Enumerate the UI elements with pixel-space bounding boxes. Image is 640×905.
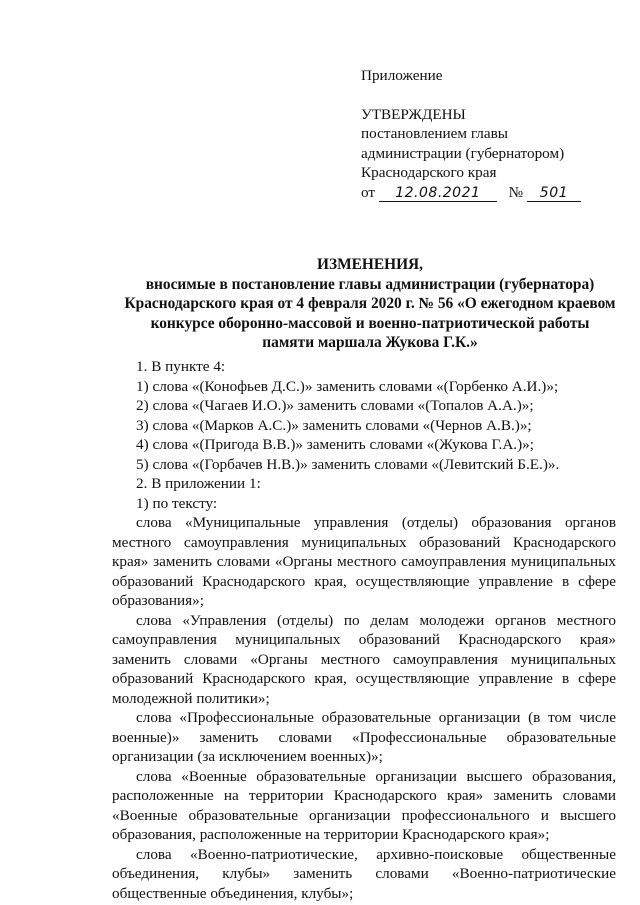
item-1-3: 3) слова «(Марков А.С.)» заменить словами «(Чернов А.В.)»; — [136, 416, 532, 434]
from-label: от — [361, 183, 376, 201]
item-1-4: 4) слова «(Пригода В.В.)» заменить словами «(Жукова Г.А.)»; — [136, 436, 534, 453]
handwritten-number: 501 — [527, 186, 581, 202]
title-line-4: памяти маршала Жукова Г.К.» — [262, 334, 478, 352]
item-1-2: 2) слова «(Чагаев И.О.)» заменить словами «(Топалов А.А.)»; — [136, 397, 534, 414]
handwritten-date: 12.08.2021 — [379, 186, 497, 202]
item-1-5: 5) слова «(Горбачев Н.В.)» заменить словами «(Левитский Б.Е.)». — [136, 455, 560, 473]
item-1: 1. В пункте 4: — [136, 358, 226, 375]
item-1-1: 1) слова «(Конофьев Д.С.)» заменить словами «(Горбенко А.И.)»; — [136, 377, 559, 395]
approval-line-1: постановлением главы — [361, 125, 508, 142]
title-heading: ИЗМЕНЕНИЯ, — [316, 256, 424, 273]
item-2: 2. В приложении 1: — [136, 475, 261, 492]
paragraph-5: слова «Военно-патриотические, архивно-поисковые общественные объединения, клубы» заменить словами «Военно-патриотические общественные объединения, клубы»; — [112, 845, 616, 902]
date-number-line — [361, 183, 581, 203]
title-line-2: Краснодарского края от 4 февраля 2020 г. № 56 «О ежегодном краевом — [124, 295, 616, 313]
paragraph-1: слова «Муниципальные управления (отделы) образования органов местного самоуправления муниципальных образований Краснодарского края» заменить словами «Органы местного самоуправления муниципальных образований Краснодарского края, осуществляющие управление в сфере образования»; — [112, 514, 616, 609]
paragraph-4: слова «Военные образовательные организации высшего образования, расположенные на территории Краснодарского края» заменить словами «Военные образовательные организации профессионального и высшего образования, расположенные на территории Краснодарского края»; — [112, 767, 616, 843]
approval-block — [361, 66, 581, 202]
approved-label: УТВЕРЖДЕНЫ — [361, 105, 466, 123]
title-line-3: конкурсе оборонно-массовой и военно-патриотической работы — [150, 314, 590, 332]
attachment-label: Приложение — [361, 67, 443, 84]
approval-line-3: Краснодарского края — [361, 164, 497, 181]
number-label: № — [508, 183, 524, 201]
document-body — [112, 357, 616, 903]
item-2-1: 1) по тексту: — [136, 494, 218, 512]
title-line-1: вносимые в постановление главы администрации (губернатора) — [145, 275, 595, 293]
document-title — [100, 255, 640, 353]
approval-line-2: администрации (губернатором) — [361, 144, 565, 162]
paragraph-2: слова «Управления (отделы) по делам молодежи органов местного самоуправления муниципальных образований Краснодарского края» заменить словами «Органы местного самоуправления муниципальных образований Краснодарского края, осуществляющие управление в сфере молодежной политики»; — [112, 611, 616, 707]
paragraph-3: слова «Профессиональные образовательные организации (в том числе военные)» заменить словами «Профессиональные образовательные организации (за исключением военных)»; — [112, 709, 616, 765]
